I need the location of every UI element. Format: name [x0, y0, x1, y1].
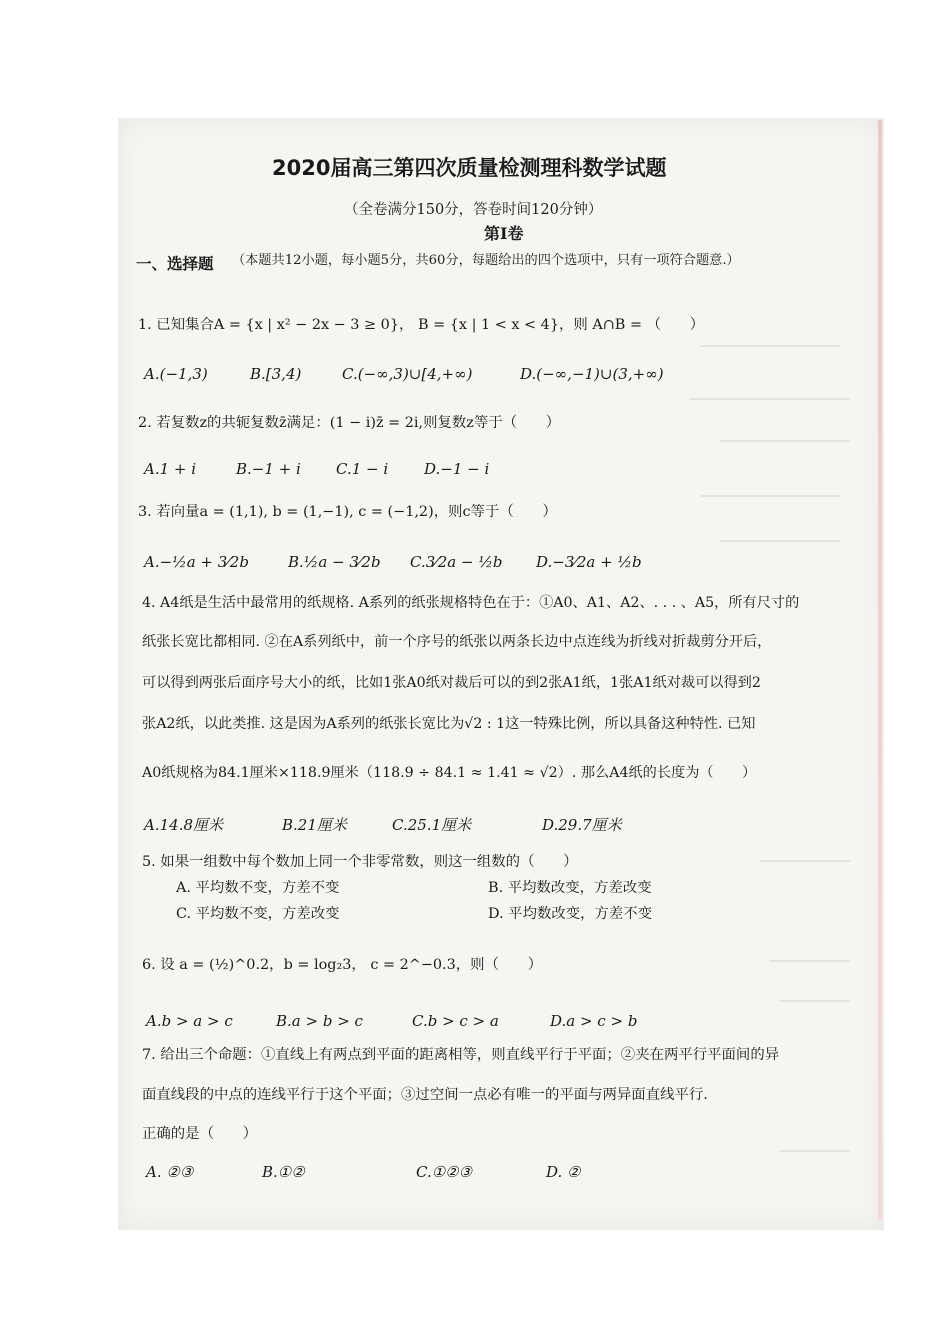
bleed-through-line: [760, 860, 850, 862]
question-6-option-b: B.a > b > c: [276, 1012, 363, 1030]
question-3-option-d: D.−3⁄2a + ½b: [536, 553, 642, 571]
question-2-stem: 2. 若复数z的共轭复数z̄满足：(1 − i)z̄ = 2i,则复数z等于（ ）: [138, 415, 561, 431]
question-7-option-d: D. ②: [546, 1163, 581, 1181]
question-6-option-a: A.b > a > c: [146, 1012, 233, 1030]
bleed-through-line: [780, 1150, 850, 1152]
question-5-option-d: D. 平均数改变，方差不变: [488, 906, 653, 922]
question-5-stem: 5. 如果一组数中每个数加上同一个非零常数，则这一组数的（ ）: [142, 854, 578, 870]
question-4-line-2: 纸张长宽比都相同. ②在A系列纸中，前一个序号的纸张以两条长边中点连线为折线对折裁剪分开后，: [142, 634, 772, 650]
question-4-option-b: B.21厘米: [282, 816, 347, 834]
bleed-through-line: [780, 1000, 850, 1002]
exam-subtitle: （全卷满分150分，答卷时间120分钟）: [344, 202, 603, 218]
bleed-through-line: [700, 345, 840, 347]
question-1-option-a: A.(−1,3): [144, 365, 208, 383]
question-4-option-d: D.29.7厘米: [542, 816, 622, 834]
bleed-through-line: [770, 960, 850, 962]
question-1-option-c: C.(−∞,3)∪[4,+∞): [342, 365, 473, 383]
question-5-option-a: A. 平均数不变，方差不变: [176, 880, 340, 896]
question-1-option-d: D.(−∞,−1)∪(3,+∞): [520, 365, 664, 383]
question-7-option-a: A. ②③: [146, 1163, 194, 1181]
question-7-option-c: C.①②③: [416, 1163, 473, 1181]
question-3-option-c: C.3⁄2a − ½b: [410, 553, 503, 571]
volume-label: 第Ⅰ卷: [484, 224, 524, 243]
question-3-stem: 3. 若向量a = (1,1), b = (1,−1), c = (−1,2)，则c等于（ ）: [138, 504, 557, 520]
question-6-stem: 6. 设 a = (½)^0.2，b = log₂3， c = 2^−0.3，则（ ）: [142, 957, 543, 973]
exam-title: 2020届高三第四次质量检测理科数学试题: [272, 156, 667, 180]
question-3-option-b: B.½a − 3⁄2b: [288, 553, 381, 571]
question-4-option-a: A.14.8厘米: [144, 816, 223, 834]
question-4-option-c: C.25.1厘米: [392, 816, 472, 834]
question-2-option-c: C.1 − i: [336, 460, 389, 478]
question-6-option-d: D.a > c > b: [550, 1012, 638, 1030]
question-2-option-d: D.−1 − i: [424, 460, 490, 478]
question-6-option-c: C.b > c > a: [412, 1012, 499, 1030]
question-5-option-c: C. 平均数不变，方差改变: [176, 906, 340, 922]
question-2-option-a: A.1 + i: [144, 460, 197, 478]
question-4-line-4: 张A2纸，以此类推. 这是因为A系列的纸张长宽比为√2 : 1这一特殊比例，所以具备这种特性. 已知: [142, 716, 756, 732]
bleed-through-line: [700, 495, 840, 497]
question-4-line-1: 4. A4纸是生活中最常用的纸规格. A系列的纸张规格特色在于：①A0、A1、A2、. . . 、A5，所有尺寸的: [142, 595, 800, 611]
question-7-line-2: 面直线段的中点的连线平行于这个平面；③过空间一点必有唯一的平面与两异面直线平行.: [142, 1087, 708, 1103]
question-2-option-b: B.−1 + i: [236, 460, 301, 478]
section-label: 一、选择题: [136, 255, 214, 273]
question-1-stem: 1. 已知集合A = {x | x² − 2x − 3 ≥ 0}， B = {x | 1 < x < 4}，则 A∩B = （ ）: [138, 317, 705, 333]
bleed-through-line: [690, 398, 850, 400]
section-description: （本题共12小题，每小题5分，共60分，每题给出的四个选项中，只有一项符合题意.）: [232, 253, 740, 268]
question-7-line-1: 7. 给出三个命题：①直线上有两点到平面的距离相等，则直线平行于平面；②夹在两平行平面间的异: [142, 1047, 780, 1063]
question-7-line-3: 正确的是（ ）: [142, 1126, 258, 1142]
bleed-through-line: [720, 540, 840, 542]
question-4-line-5: A0纸规格为84.1厘米×118.9厘米（118.9 ÷ 84.1 ≈ 1.41 ≈ √2）. 那么A4纸的长度为（ ）: [142, 765, 757, 781]
paper-edge: [878, 120, 882, 1220]
question-5-option-b: B. 平均数改变，方差改变: [488, 880, 652, 896]
question-3-option-a: A.−½a + 3⁄2b: [144, 553, 249, 571]
bleed-through-line: [720, 440, 850, 442]
question-4-line-3: 可以得到两张后面序号大小的纸，比如1张A0纸对裁后可以的到2张A1纸，1张A1纸对裁可以得到2: [142, 675, 761, 691]
question-1-option-b: B.[3,4): [250, 365, 302, 383]
question-7-option-b: B.①②: [262, 1163, 305, 1181]
